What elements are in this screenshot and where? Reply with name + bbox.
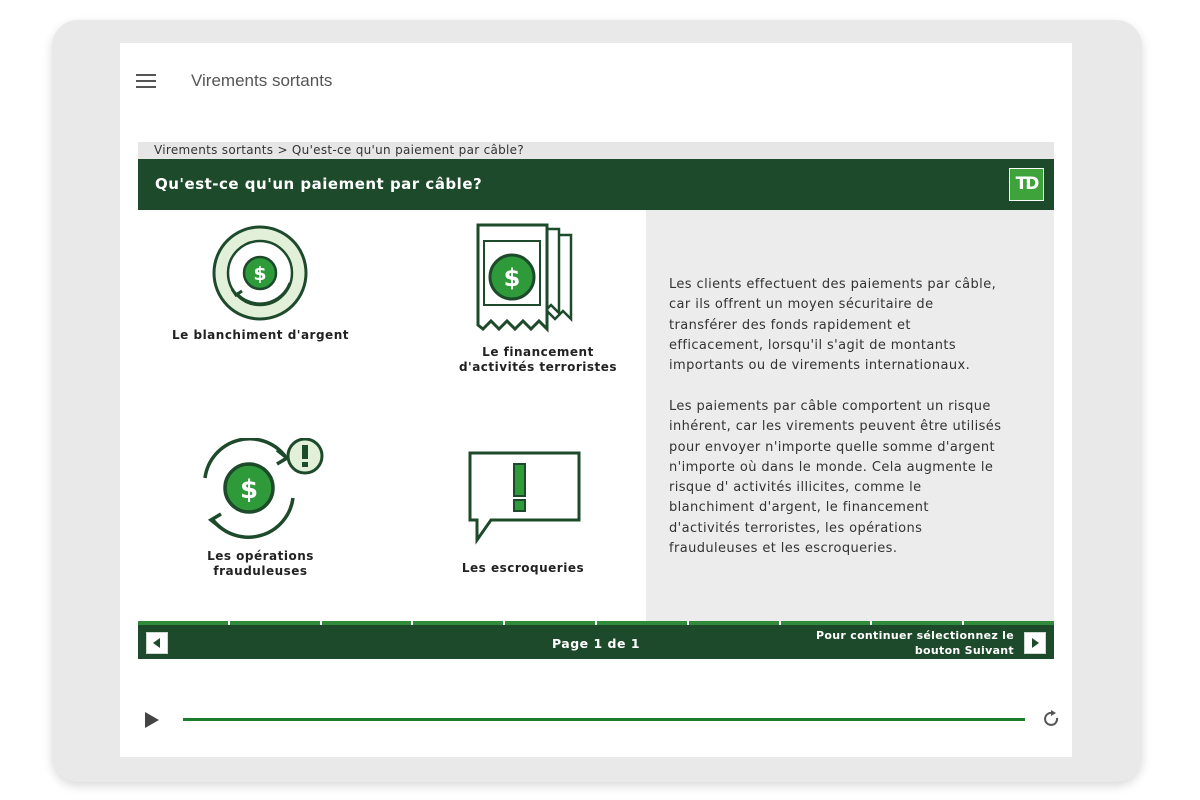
page-indicator: Page 1 de 1 (551, 636, 641, 651)
fraud-label (168, 549, 353, 579)
description-panel (646, 210, 1054, 621)
paragraph-line: importants ou de virements internationaux. (669, 358, 971, 374)
icons-panel (138, 210, 646, 621)
screen (120, 43, 1072, 757)
paragraph-2 (669, 397, 1039, 559)
menu-icon[interactable] (136, 74, 156, 88)
app-title: Virements sortants (191, 71, 333, 90)
breadcrumb: Virements sortants > Qu'est-ce qu'un paiement par câble? (138, 142, 1054, 159)
media-player (120, 693, 1072, 743)
slide (138, 142, 1054, 659)
paragraph-line: n'importe où dans le monde. Cela augmente le (669, 459, 994, 475)
paragraph-line: pour envoyer n'importe quelle somme d'argent (669, 439, 995, 455)
slide-navigation (138, 621, 1054, 659)
paragraph-line: Les clients effectuent des paiements par câble, (669, 277, 997, 292)
td-logo: TD (1009, 168, 1044, 201)
replay-icon (1042, 709, 1062, 729)
scam-label (438, 561, 608, 576)
money-laundering-label (168, 328, 353, 343)
paragraph-line: car ils offrent un moyen sécuritaire de (669, 297, 934, 313)
fraud-label-line: Les opérations (207, 549, 314, 563)
continue-hint (816, 628, 1014, 658)
svg-text:$: $ (503, 264, 521, 292)
paragraph-line: Les paiements par câble comportent un risque (669, 399, 991, 414)
paragraph-line: frauduleuses et les escroqueries. (669, 541, 898, 557)
svg-text:$: $ (239, 475, 259, 505)
svg-text:$: $ (253, 263, 267, 285)
paragraph-line: blanchiment d'argent, le financement (669, 500, 929, 516)
paragraph-line: inhérent, car les virements peuvent être utilisés (669, 419, 1002, 435)
continue-hint-line: Pour continuer sélectionnez le (816, 629, 1014, 642)
playback-progress-bar[interactable] (183, 718, 1025, 721)
page-progress-ticks (138, 621, 1054, 625)
paragraph-line: risque d' activités illicites, comme le (669, 480, 922, 496)
next-button[interactable] (1024, 632, 1046, 654)
scam-label-line: Les escroqueries (461, 561, 585, 575)
fraud-label-line: frauduleuses (213, 564, 308, 578)
money-laundering-label-line: Le blanchiment d'argent (172, 328, 349, 342)
slide-title: Qu'est-ce qu'un paiement par câble? (155, 175, 483, 193)
play-button[interactable] (142, 710, 162, 730)
scam-icon (467, 450, 582, 545)
paragraph-line: transférer des fonds rapidement et (669, 317, 911, 333)
triangle-right-icon (1025, 633, 1045, 653)
play-icon (142, 710, 162, 730)
paragraph-1 (669, 275, 1039, 376)
slide-header (138, 159, 1054, 210)
replay-button[interactable] (1042, 709, 1062, 729)
terrorist-financing-icon (475, 223, 581, 343)
terrorist-financing-label-line: d'activités terroristes (458, 360, 618, 374)
terrorist-financing-label (438, 345, 638, 375)
terrorist-financing-label-line: Le financement (482, 345, 594, 359)
paragraph-line: d'activités terroristes, les opérations (669, 520, 923, 536)
paragraph-line: efficacement, lorsqu'il s'agit de montants (669, 337, 957, 353)
continue-hint-line: bouton Suivant (914, 644, 1014, 657)
fraud-icon (193, 438, 328, 543)
money-laundering-icon (208, 225, 308, 325)
